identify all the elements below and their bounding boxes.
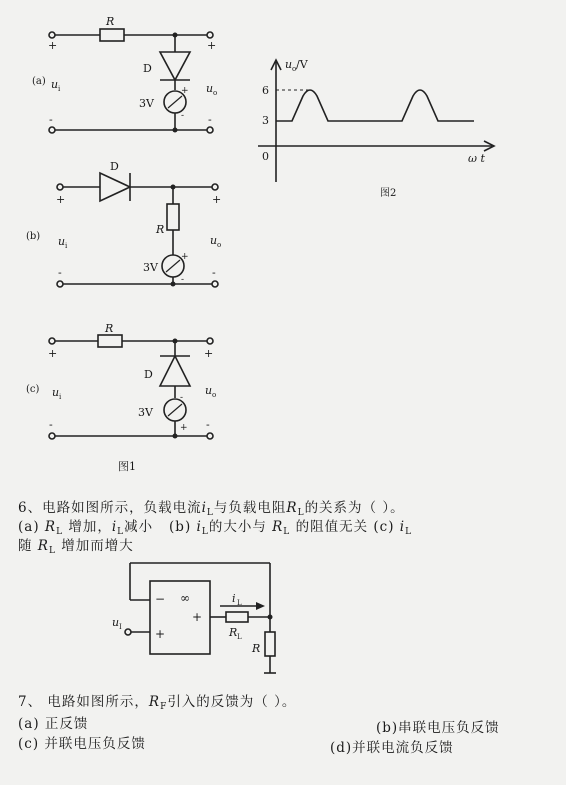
a-diode-label: D xyxy=(143,62,152,75)
q6-mid1: 与负载电阻 xyxy=(213,500,287,516)
c-circuit-label: (c) xyxy=(26,384,40,395)
b-output-label: u xyxy=(210,234,218,247)
c-output-sub: o xyxy=(212,391,217,399)
q7-line1 xyxy=(18,693,296,716)
a-input-sub: i xyxy=(58,85,61,93)
opamp-plus-in: + xyxy=(155,627,166,641)
a-source-label: 3V xyxy=(139,97,154,110)
fig2-ylabel-sub: o xyxy=(292,65,297,73)
q6-opt-b-il-sub: L xyxy=(201,527,209,537)
q6-line3-end: 增加而增大 xyxy=(61,538,134,554)
b-plus-right: + xyxy=(212,193,222,206)
b-input-sub: i xyxy=(65,242,68,250)
q6-opt-b-rl: R xyxy=(272,519,284,535)
q7-stem: 7、 电路如图所示， xyxy=(18,694,149,710)
q6-opt-a-mid: 增加， xyxy=(68,519,112,535)
c-output-label: u xyxy=(205,384,213,397)
a-src-minus: - xyxy=(181,111,185,121)
q6-line3-pre: 随 xyxy=(18,538,33,554)
q7-opt-a: (a) 正反馈 xyxy=(18,716,89,732)
q6-opt-a-rl-sub: L xyxy=(56,527,64,537)
figure2-caption: 图2 xyxy=(380,188,397,199)
q6-stem: 6、电路如图所示，负载电流 xyxy=(18,500,202,516)
q6-rl-sub: L xyxy=(297,508,305,518)
c-plus-left: + xyxy=(48,347,58,360)
q7-opt-b: (b)串联电压负反馈 xyxy=(376,720,500,736)
a-circuit-label: (a) xyxy=(32,76,46,87)
opamp-plus-out: + xyxy=(192,610,203,624)
c-minus-right: - xyxy=(206,418,210,431)
fig2-yunit: /V xyxy=(296,58,308,71)
fig2-xlabel: ω t xyxy=(468,152,485,165)
opamp-rl-label: R xyxy=(229,626,238,639)
opamp-ui-sub: I xyxy=(119,623,122,631)
q6-il: i xyxy=(201,500,207,516)
a-minus-right: - xyxy=(208,113,212,126)
opamp-infinity: ∞ xyxy=(180,591,190,605)
c-minus-left: - xyxy=(49,418,53,431)
q6-il-sub: L xyxy=(206,508,214,518)
a-input-label: u xyxy=(51,78,59,91)
q7-opt-c: (c) 并联电压负反馈 xyxy=(18,736,146,752)
b-diode-label: D xyxy=(110,160,119,173)
opamp-il-sub: L xyxy=(237,599,242,607)
fig2-tick-6: 6 xyxy=(262,84,269,97)
a-plus-right: + xyxy=(207,39,217,52)
q6-line3-rl-sub: L xyxy=(48,546,56,556)
figure1-caption: 图1 xyxy=(118,460,136,473)
q7-stem-end: 引入的反馈为（ ）。 xyxy=(167,694,297,710)
c-src-plus: + xyxy=(180,423,188,433)
opamp-ui-label: u xyxy=(112,616,120,629)
a-plus-left: + xyxy=(48,39,58,52)
q6-mid2: 的关系为（ ）。 xyxy=(304,500,405,516)
b-source-label: 3V xyxy=(143,261,158,274)
a-resistor-label: R xyxy=(106,15,115,28)
c-resistor-label: R xyxy=(105,322,114,335)
q6-opt-a-end: 减小 xyxy=(124,519,154,535)
q6-rl: R xyxy=(286,500,298,516)
q6-opt-a-rl: R xyxy=(44,519,57,535)
fig2-ylabel: u xyxy=(285,58,293,71)
c-diode-label: D xyxy=(144,368,153,381)
q6-opt-b-rl-sub: L xyxy=(283,527,291,537)
q6-opt-b-mid: 的大小与 xyxy=(208,519,267,535)
q6-line3 xyxy=(18,537,134,560)
b-src-minus: - xyxy=(181,275,185,285)
a-minus-left: - xyxy=(49,113,53,126)
b-minus-right: - xyxy=(212,266,216,279)
b-resistor-label: R xyxy=(156,223,165,236)
c-src-minus: - xyxy=(180,393,184,403)
opamp-rl-sub: L xyxy=(237,633,242,641)
b-output-sub: o xyxy=(217,241,222,249)
q6-opt-a-il-sub: L xyxy=(117,527,125,537)
c-input-label: u xyxy=(52,386,60,399)
q6-opt-a-pre: (a) xyxy=(18,519,40,535)
b-src-plus: + xyxy=(181,252,189,262)
a-output-label: u xyxy=(206,82,214,95)
b-input-label: u xyxy=(58,235,66,248)
q6-opt-b-il: i xyxy=(196,519,202,535)
q6-opt-a-il: i xyxy=(111,519,118,535)
b-minus-left: - xyxy=(58,266,62,279)
b-circuit-label: (b) xyxy=(26,231,41,242)
c-plus-right: + xyxy=(204,347,214,360)
fig2-tick-3: 3 xyxy=(262,114,269,127)
opamp-minus: − xyxy=(155,592,166,606)
fig2-tick-0: 0 xyxy=(262,150,269,163)
opamp-r-label: R xyxy=(252,642,261,655)
opamp-il-label: i xyxy=(232,592,236,605)
a-output-sub: o xyxy=(213,89,218,97)
c-input-sub: i xyxy=(59,393,62,401)
b-plus-left: + xyxy=(56,193,66,206)
q6-opt-b-pre: (b) xyxy=(169,519,192,535)
q6-opt-b-end: 的阻值无关 xyxy=(295,519,369,535)
q7-opt-d: (d)并联电流负反馈 xyxy=(330,740,454,756)
q6-opt-c-pre: (c) xyxy=(373,519,395,535)
q7-rf: R xyxy=(148,694,161,710)
q7-rf-sub: F xyxy=(160,702,168,712)
c-source-label: 3V xyxy=(138,406,153,419)
q6-opt-c-il: i xyxy=(399,519,406,535)
q6-opt-c-il-sub: L xyxy=(405,527,413,537)
a-src-plus: + xyxy=(181,86,189,96)
q6-line3-rl: R xyxy=(37,538,49,554)
